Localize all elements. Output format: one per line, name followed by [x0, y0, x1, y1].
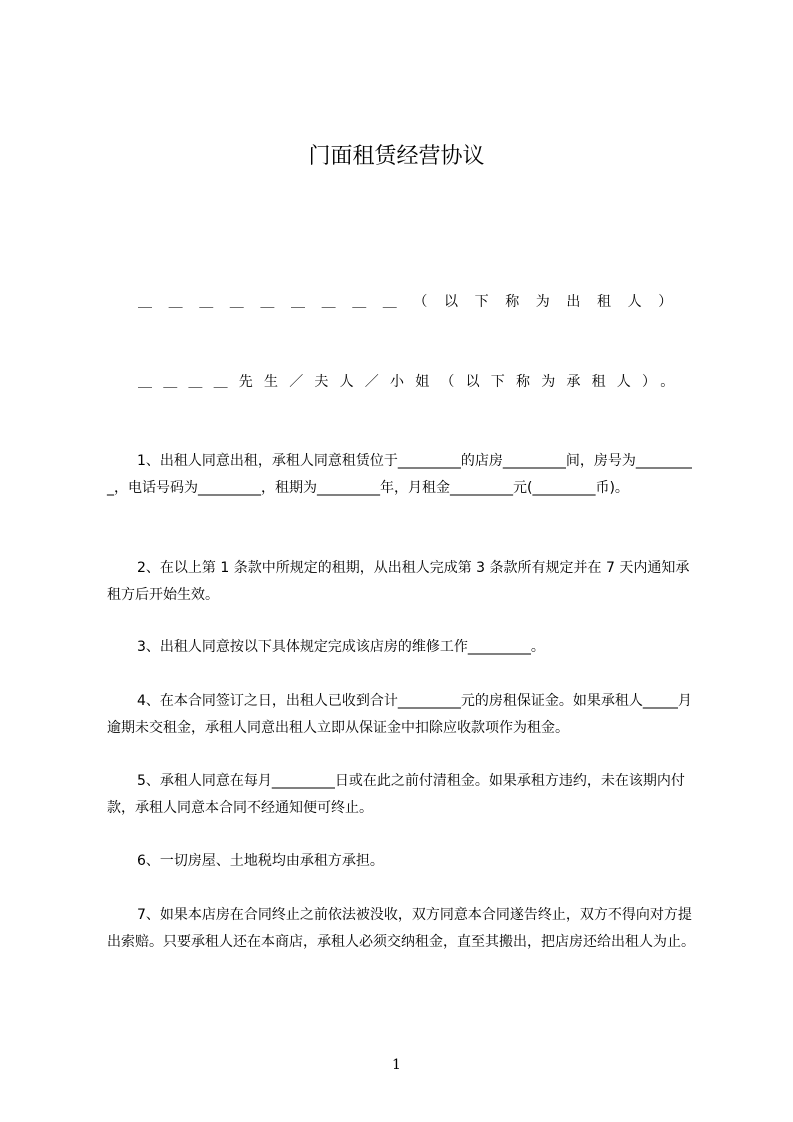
clause-1: 1、出租人同意出租，承租人同意租赁位于_________的店房_________间，房号为_________，电话号码为_________，租期为_________年，月租金_________元(_________币)。 — [107, 453, 692, 496]
lessee-line-text: ＿＿＿＿先生／夫人／小姐（以下称为承租人）。 — [138, 374, 686, 390]
clause-5: 5、承租人同意在每月_________日或在此之前付清租金。如果承租方违约，未在该期内付款，承租人同意本合同不经通知便可终止。 — [107, 773, 685, 816]
clause-7: 7、如果本店房在合同终止之前依法被没收，双方同意本合同遂告终止，双方不得向对方提出索赔。只要承租人还在本商店，承租人必须交纳租金，直至其搬出，把店房还给出租人为止。 — [107, 907, 695, 950]
document-title: 门面租赁经营协议 — [308, 144, 485, 169]
clause-3: 3、出租人同意按以下具体规定完成该店房的维修工作_________。 — [137, 639, 545, 655]
lessor-line — [138, 292, 698, 312]
page-number: 1 — [392, 1057, 401, 1073]
clause-4: 4、在本合同签订之日，出租人已收到合计_________元的房租保证金。如果承租人_____月逾期未交租金，承租人同意出租人立即从保证金中扣除应收款项作为租金。 — [107, 693, 692, 736]
clause-6: 6、一切房屋、土地税均由承租方承担。 — [137, 853, 384, 869]
clause-2: 2、在以上第 1 条款中所规定的租期，从出租人完成第 3 条款所有规定并在 7 天内通知承租方后开始生效。 — [107, 560, 690, 603]
lessor-line-text: ＿＿＿＿＿＿＿＿＿（以下称为出租人） — [138, 294, 689, 310]
lessee-line — [138, 372, 698, 392]
